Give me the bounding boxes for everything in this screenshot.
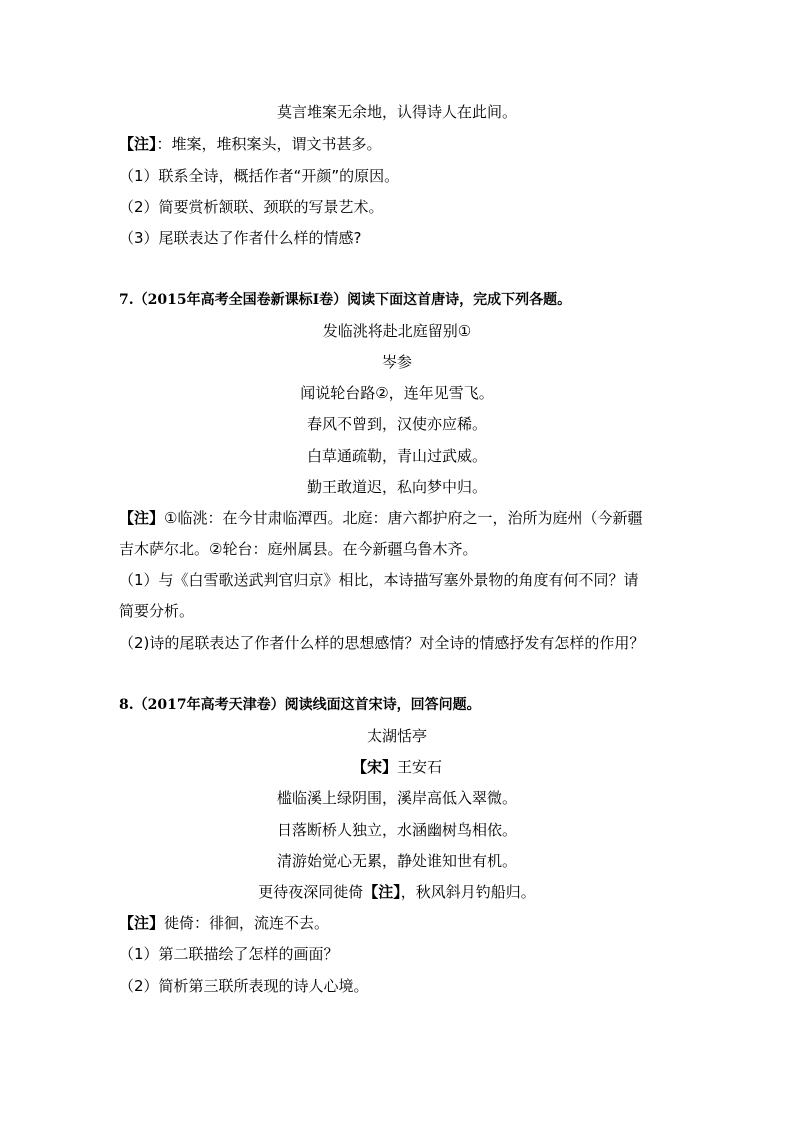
dynasty-label: 【宋】	[351, 758, 397, 776]
inline-note-marker: 【注】	[363, 883, 401, 901]
question-item: （1）第二联描绘了怎样的画面？	[119, 945, 339, 963]
question-item: （3）尾联表达了作者什么样的情感?	[119, 229, 362, 247]
poem-line: 春风不曾到，汉使亦应稀。	[306, 415, 487, 433]
poem-author	[0, 757, 794, 777]
poem-line-part: 更待夜深同徙倚	[258, 883, 364, 901]
question-item-continuation: 简要分析。	[119, 602, 195, 620]
poem-line: 槛临溪上绿阴围，溪岸高低入翠微。	[276, 789, 517, 807]
note-text: 徙倚：徘徊，流连不去。	[164, 914, 330, 932]
question-8-heading: 8.（2017年高考天津卷）阅读线面这首宋诗，回答问题。	[119, 697, 481, 713]
poem-line	[0, 882, 794, 902]
poem-line: 白草通疏勒，青山过武威。	[306, 447, 487, 465]
question-item: （2）简析第三联所表现的诗人心境。	[119, 977, 369, 995]
poem-title: 太湖恬亭	[366, 727, 427, 745]
note-paragraph	[119, 134, 382, 154]
note-label: 【注】	[119, 135, 157, 153]
note-paragraph	[119, 913, 329, 933]
poem-author: 岑参	[381, 353, 412, 371]
question-item: （1）联系全诗，概括作者“开颜”的原因。	[119, 167, 400, 185]
poem-line: 日落断桥人独立，水涵幽树鸟相依。	[276, 821, 517, 839]
question-item: （2)诗的尾联表达了作者什么样的思想感情？对全诗的情感抒发有怎样的作用？	[119, 634, 645, 652]
poem-line: 闻说轮台路②，连年见雪飞。	[300, 384, 494, 402]
author-name: 王安石	[397, 758, 443, 776]
poem-line-part: ，秋风斜月钓船归。	[400, 883, 536, 901]
poem-line: 莫言堆案无余地，认得诗人在此间。	[276, 103, 517, 121]
note-text: ①临洮：在今甘肃临潭西。北庭：唐六都护府之一，治所为庭州（今新疆	[164, 509, 643, 527]
poem-line: 清游始觉心无累，静处谁知世有机。	[276, 852, 517, 870]
poem-line: 勤王敢道迟，私向梦中归。	[306, 478, 487, 496]
question-item: （1）与《白雪歌送武判官归京》相比，本诗描写塞外景物的角度有何不同？请	[119, 571, 639, 589]
note-label: 【注】	[119, 914, 165, 932]
question-7-heading: 7.（2015年高考全国卷新课标Ⅰ卷）阅读下面这首唐诗，完成下列各题。	[119, 292, 572, 308]
note-text: ：堆案，堆积案头，谓文书甚多。	[156, 135, 382, 153]
note-continuation: 吉木萨尔北。②轮台：庭州属县。在今新疆乌鲁木齐。	[119, 540, 478, 558]
question-item: （2）简要赏析颔联、颈联的写景艺术。	[119, 198, 384, 216]
poem-title: 发临洮将赴北庭留别①	[322, 322, 472, 340]
note-label: 【注】	[119, 509, 165, 527]
note-paragraph	[119, 508, 642, 528]
